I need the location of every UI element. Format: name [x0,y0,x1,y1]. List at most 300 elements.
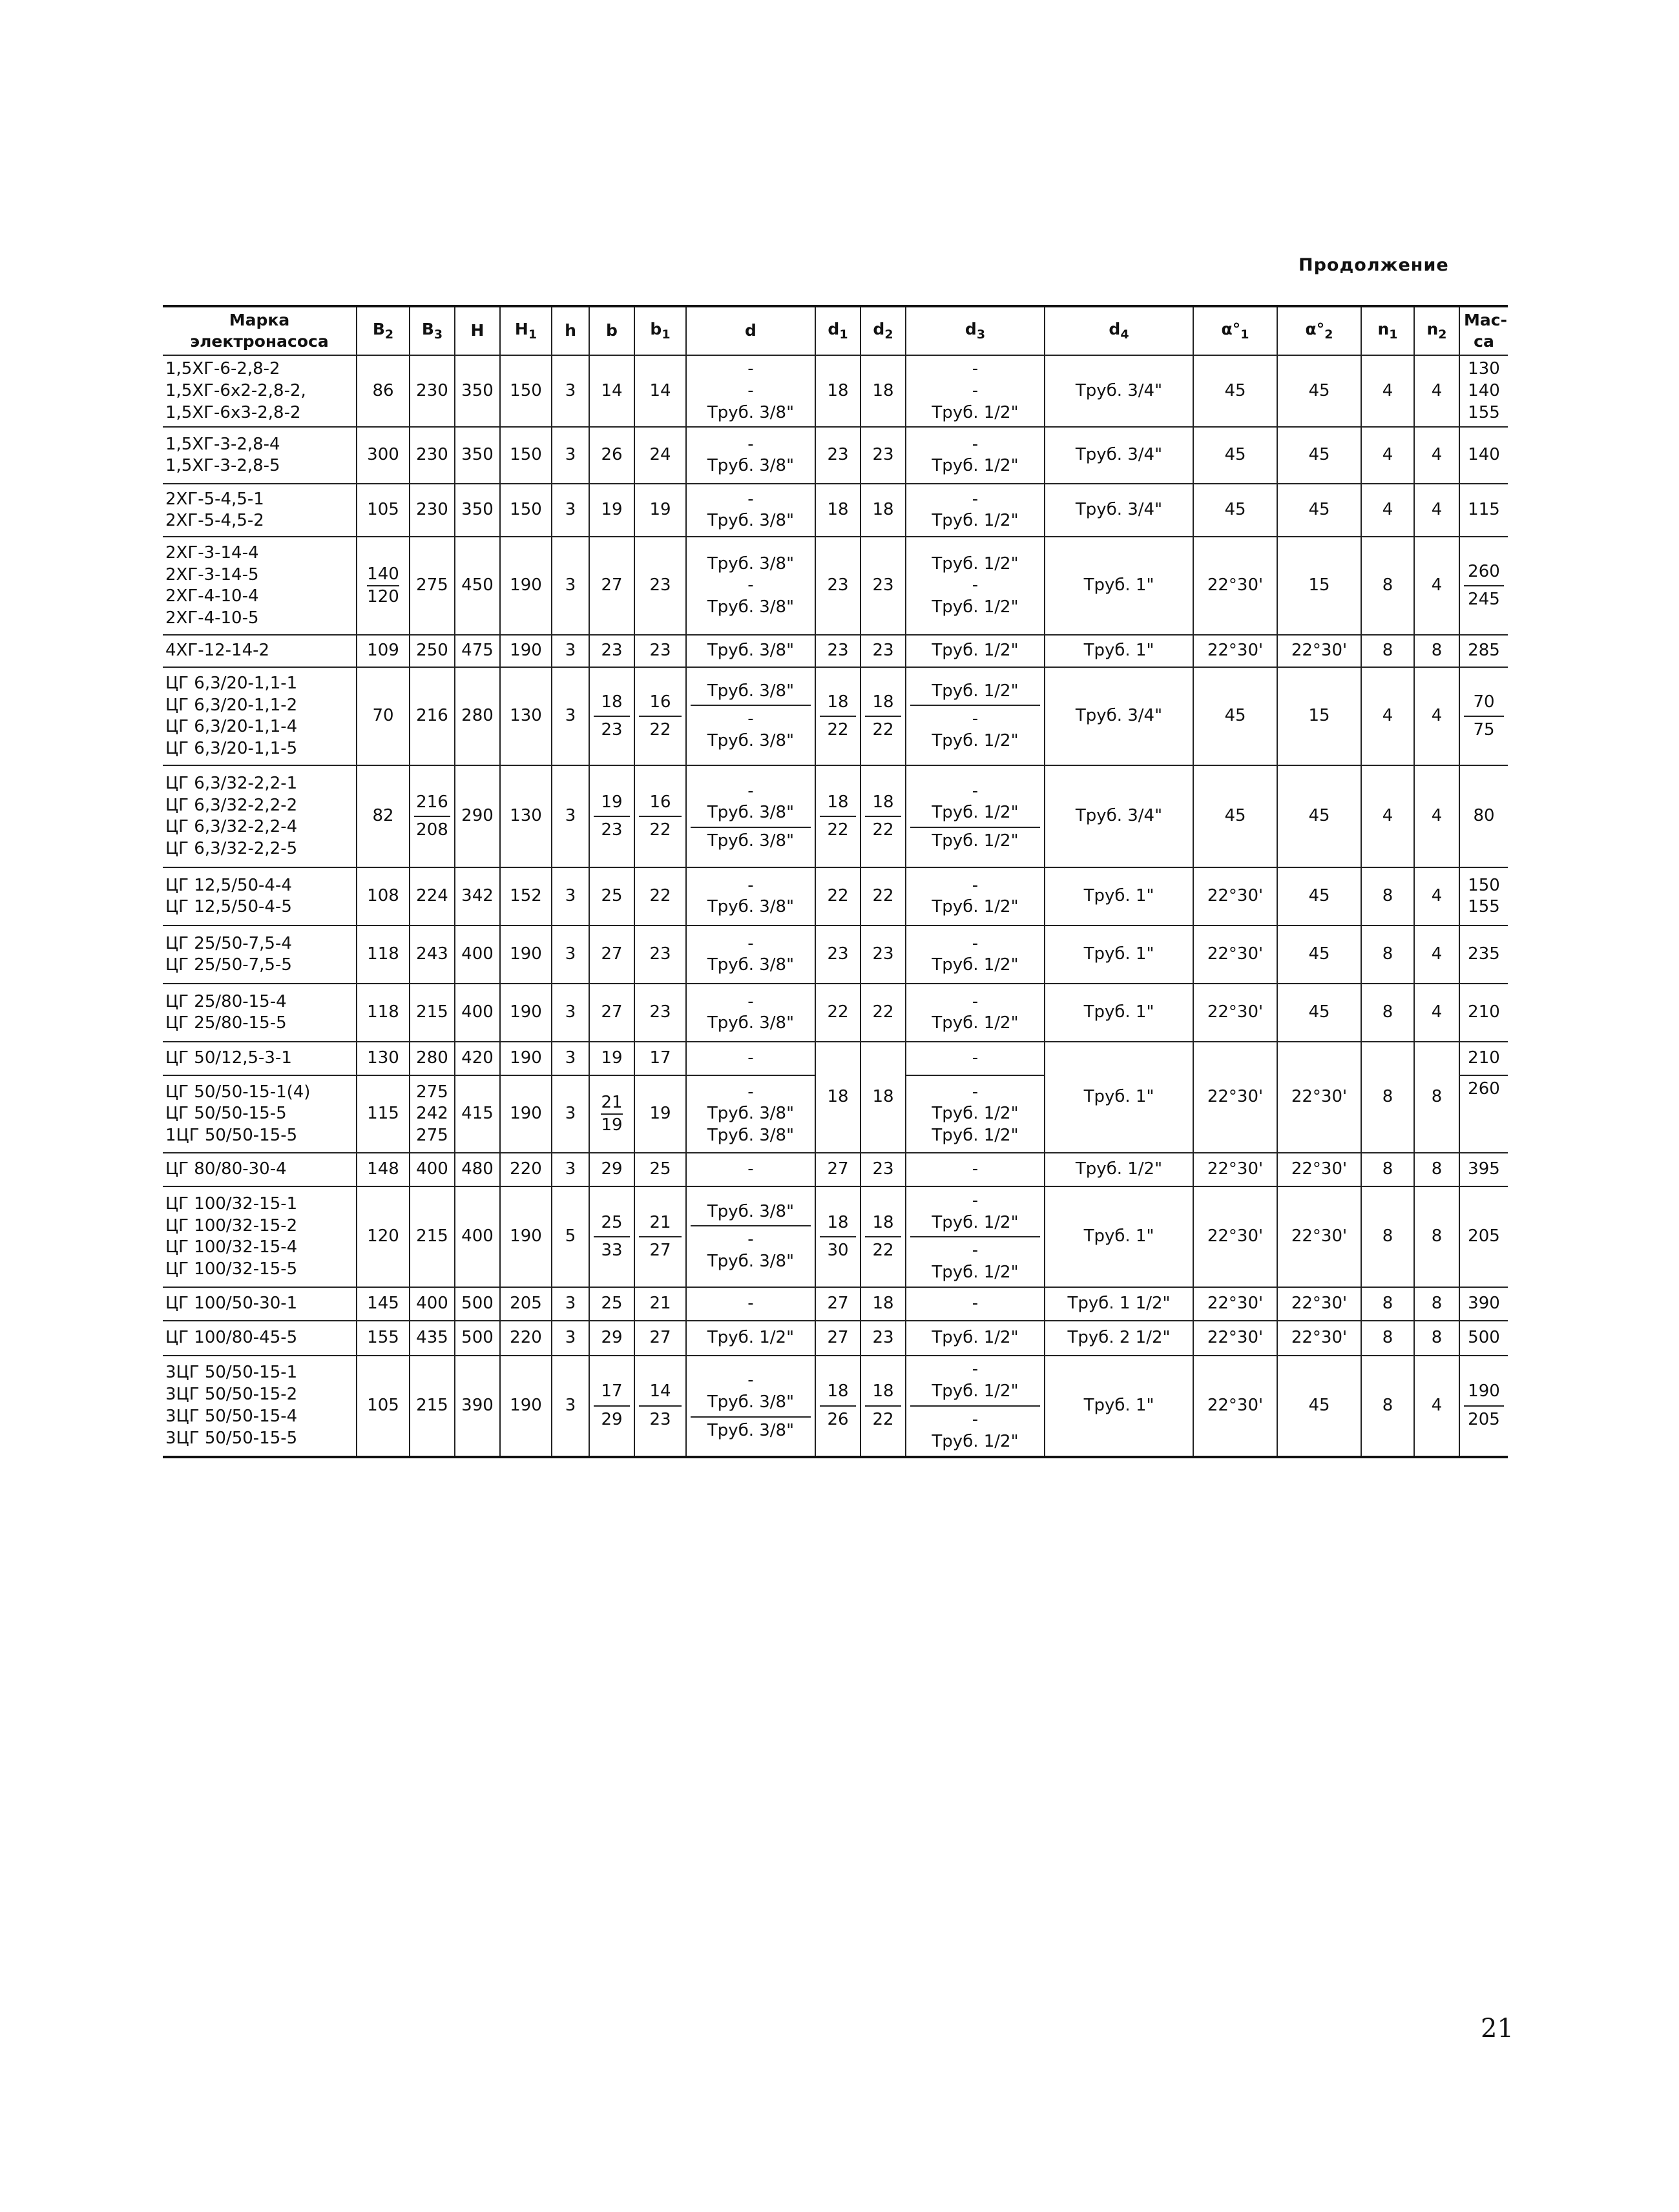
d4-cell: Труб. 1/2" [1045,1153,1193,1186]
h-small-cell: 3 [552,765,589,867]
b1-cell: 14 [634,355,686,427]
mass-cell: 190 205 [1459,1356,1508,1456]
alpha1-cell: 22°30' [1193,1321,1277,1356]
b1-cell: 16 22 [634,667,686,765]
mass-cell: 395 [1459,1153,1508,1186]
table-row [163,537,1508,635]
b1-cell: 17 [634,1042,686,1075]
h1-cell: 152 [500,867,552,925]
header-b1: $b_1$ [634,306,686,355]
d-cell: Труб. 1/2" [686,1321,815,1356]
d3-cell: - Труб. 1/2" [906,427,1045,484]
b-cell: 14 [589,355,634,427]
d3-cell: - Труб. 1/2" - Труб. 1/2" [906,1356,1045,1456]
alpha2-cell: 45 [1277,867,1361,925]
h1-cell: 190 [500,925,552,984]
b3-cell: 215 [410,984,455,1042]
h-small-cell: 3 [552,1321,589,1356]
d2-cell: 18 [860,484,906,537]
h1-cell: 190 [500,635,552,667]
table-row [163,484,1508,537]
table-row [163,355,1508,427]
model-cell: ЦГ 50/12,5-3-1 [163,1042,357,1075]
h1-cell: 205 [500,1287,552,1321]
b3-cell: 280 [410,1042,455,1075]
alpha1-cell: 45 [1193,355,1277,427]
b3-cell: 216 208 [410,765,455,867]
mass-cell: 70 75 [1459,667,1508,765]
model-cell: 2ХГ-5-4,5-1 2ХГ-5-4,5-2 [163,484,357,537]
mass-cell: 210 [1459,984,1508,1042]
alpha2-cell: 22°30' [1277,1321,1361,1356]
d4-cell: Труб. 3/4" [1045,355,1193,427]
d3-cell: Труб. 1/2" - Труб. 1/2" [906,537,1045,635]
alpha2-cell: 15 [1277,537,1361,635]
b2-cell: 105 [357,484,410,537]
b2-cell: 300 [357,427,410,484]
d1-cell: 18 30 [815,1186,860,1287]
n2-cell: 8 [1414,1186,1459,1287]
d-cell: - Труб. 3/8" [686,867,815,925]
b-cell: 25 [589,867,634,925]
h1-cell: 190 [500,1186,552,1287]
d4-cell: Труб. 2 1/2" [1045,1321,1193,1356]
model-cell: 4ХГ-12-14-2 [163,635,357,667]
d3-cell: - [906,1042,1045,1075]
h-small-cell: 3 [552,984,589,1042]
d1-cell: 27 [815,1153,860,1186]
alpha2-cell: 45 [1277,984,1361,1042]
header-b2: $B_2$ [357,306,410,355]
b3-cell: 243 [410,925,455,984]
header-n1: $n_1$ [1361,306,1414,355]
b1-cell: 19 [634,1075,686,1153]
n2-cell: 8 [1414,635,1459,667]
header-d4: $d_4$ [1045,306,1193,355]
d1-cell: 23 [815,427,860,484]
h-cell: 290 [455,765,500,867]
alpha2-cell: 22°30' [1277,1186,1361,1287]
b1-cell: 22 [634,867,686,925]
b2-cell: 86 [357,355,410,427]
n1-cell: 8 [1361,925,1414,984]
model-cell: ЦГ 80/80-30-4 [163,1153,357,1186]
d-cell: Труб. 3/8" - Труб. 3/8" [686,537,815,635]
n1-cell: 8 [1361,1153,1414,1186]
table-row [163,1287,1508,1321]
d3-cell: Труб. 1/2" - Труб. 1/2" [906,667,1045,765]
d2-cell: 22 [860,984,906,1042]
model-cell: ЦГ 6,3/20-1,1-1 ЦГ 6,3/20-1,1-2 ЦГ 6,3/20-1,1-4 ЦГ 6,3/20-1,1-5 [163,667,357,765]
h1-cell: 190 [500,537,552,635]
d2-cell: 23 [860,1321,906,1356]
model-cell: ЦГ 100/32-15-1 ЦГ 100/32-15-2 ЦГ 100/32-15-4 ЦГ 100/32-15-5 [163,1186,357,1287]
b3-cell: 230 [410,355,455,427]
h1-cell: 130 [500,667,552,765]
model-cell: 1,5ХГ-6-2,8-2 1,5ХГ-6х2-2,8-2, 1,5ХГ-6х3-2,8-2 [163,355,357,427]
b2-cell: 155 [357,1321,410,1356]
b3-cell: 400 [410,1287,455,1321]
b3-cell: 224 [410,867,455,925]
d2-cell: 18 22 [860,667,906,765]
alpha1-cell: 22°30' [1193,867,1277,925]
h-small-cell: 3 [552,635,589,667]
table-row [163,867,1508,925]
b2-cell: 70 [357,667,410,765]
header-alpha1: $\alpha^\circ_1$ [1193,306,1277,355]
n1-cell: 8 [1361,1042,1414,1153]
b1-cell: 16 22 [634,765,686,867]
model-cell: ЦГ 12,5/50-4-4 ЦГ 12,5/50-4-5 [163,867,357,925]
h-small-cell: 3 [552,667,589,765]
h-cell: 342 [455,867,500,925]
d-cell: - [686,1287,815,1321]
b-cell: 17 29 [589,1356,634,1456]
header-model: Марка электронасоса [163,306,357,355]
b1-cell: 23 [634,635,686,667]
alpha1-cell: 45 [1193,427,1277,484]
d1-cell: 18 [815,484,860,537]
d-cell: Труб. 3/8" [686,635,815,667]
b1-cell: 25 [634,1153,686,1186]
table-row [163,1186,1508,1287]
h1-cell: 190 [500,1356,552,1456]
n1-cell: 8 [1361,1356,1414,1456]
n2-cell: 4 [1414,984,1459,1042]
table-row [163,925,1508,984]
b2-cell: 118 [357,984,410,1042]
d4-cell: Труб. 1" [1045,925,1193,984]
d1-cell: 18 26 [815,1356,860,1456]
d4-cell: Труб. 1" [1045,635,1193,667]
d-cell: - Труб. 3/8" Труб. 3/8" [686,765,815,867]
n2-cell: 8 [1414,1153,1459,1186]
h-small-cell: 3 [552,355,589,427]
h1-cell: 220 [500,1153,552,1186]
header-d3: $d_3$ [906,306,1045,355]
d1-cell: 18 [815,1042,860,1153]
d-cell: - Труб. 3/8" [686,427,815,484]
d3-cell: Труб. 1/2" [906,635,1045,667]
d-cell: - Труб. 3/8" [686,925,815,984]
d-cell: - Труб. 3/8" [686,984,815,1042]
header-b: b [589,306,634,355]
h-cell: 415 [455,1075,500,1153]
continuation-label: Продолжение [1298,255,1449,275]
b1-cell: 24 [634,427,686,484]
n1-cell: 8 [1361,867,1414,925]
d1-cell: 27 [815,1321,860,1356]
d-cell: - [686,1153,815,1186]
header-alpha2: $\alpha^\circ_2$ [1277,306,1361,355]
b-cell: 19 23 [589,765,634,867]
b3-cell: 250 [410,635,455,667]
page-number: 21 [1481,2014,1514,2043]
table-row [163,1356,1508,1456]
table-row [163,1042,1508,1075]
alpha2-cell: 15 [1277,667,1361,765]
model-cell: 3ЦГ 50/50-15-1 3ЦГ 50/50-15-2 3ЦГ 50/50-15-4 3ЦГ 50/50-15-5 [163,1356,357,1456]
mass-cell: 115 [1459,484,1508,537]
n1-cell: 4 [1361,427,1414,484]
header-n2: $n_2$ [1414,306,1459,355]
b2-cell: 130 [357,1042,410,1075]
h-small-cell: 3 [552,484,589,537]
n1-cell: 8 [1361,635,1414,667]
alpha1-cell: 45 [1193,484,1277,537]
mass-cell: 210 [1459,1042,1508,1075]
b-cell: 19 [589,1042,634,1075]
header-b3: $B_3$ [410,306,455,355]
h-cell: 420 [455,1042,500,1075]
alpha1-cell: 22°30' [1193,635,1277,667]
d4-cell: Труб. 3/4" [1045,427,1193,484]
h-small-cell: 3 [552,537,589,635]
b-cell: $\frac{21}{19}$ [589,1075,634,1153]
n2-cell: 4 [1414,537,1459,635]
b-cell: 23 [589,635,634,667]
d2-cell: 23 [860,427,906,484]
h-cell: 500 [455,1287,500,1321]
h-cell: 450 [455,537,500,635]
n2-cell: 8 [1414,1287,1459,1321]
b2-cell: 145 [357,1287,410,1321]
h-small-cell: 3 [552,867,589,925]
b1-cell: 19 [634,484,686,537]
d1-cell: 23 [815,635,860,667]
b1-cell: 14 23 [634,1356,686,1456]
d-cell: - [686,1042,815,1075]
d3-cell: - - Труб. 1/2" [906,355,1045,427]
h-cell: 480 [455,1153,500,1186]
mass-cell: 150 155 [1459,867,1508,925]
b3-cell: 216 [410,667,455,765]
h-small-cell: 3 [552,1153,589,1186]
header-d: d [686,306,815,355]
mass-cell: 390 [1459,1287,1508,1321]
b3-cell: 275 [410,537,455,635]
h1-cell: 150 [500,484,552,537]
n1-cell: 8 [1361,1321,1414,1356]
d1-cell: 23 [815,537,860,635]
n1-cell: 8 [1361,1287,1414,1321]
b2-cell: 105 [357,1356,410,1456]
alpha2-cell: 45 [1277,427,1361,484]
d3-cell: - Труб. 1/2" [906,867,1045,925]
d2-cell: 23 [860,635,906,667]
alpha2-cell: 45 [1277,925,1361,984]
b-cell: 27 [589,984,634,1042]
mass-cell: 500 [1459,1321,1508,1356]
d-cell: - - Труб. 3/8" [686,355,815,427]
d4-cell: Труб. 3/4" [1045,667,1193,765]
table-row [163,1321,1508,1356]
d1-cell: 18 22 [815,765,860,867]
h-cell: 475 [455,635,500,667]
d-cell: - Труб. 3/8" [686,484,815,537]
d2-cell: 23 [860,1153,906,1186]
alpha1-cell: 22°30' [1193,1287,1277,1321]
d4-cell: Труб. 1" [1045,1042,1193,1153]
h-small-cell: 5 [552,1186,589,1287]
d3-cell: - Труб. 1/2" Труб. 1/2" [906,765,1045,867]
alpha1-cell: 22°30' [1193,537,1277,635]
header-h-small: h [552,306,589,355]
h-cell: 350 [455,355,500,427]
d4-cell: Труб. 3/4" [1045,765,1193,867]
d3-cell: - [906,1287,1045,1321]
b-cell: 18 23 [589,667,634,765]
d2-cell: 18 22 [860,765,906,867]
mass-cell: 80 [1459,765,1508,867]
b1-cell: 23 [634,925,686,984]
model-cell: ЦГ 50/50-15-1(4) ЦГ 50/50-15-5 1ЦГ 50/50-15-5 [163,1075,357,1153]
alpha1-cell: 22°30' [1193,925,1277,984]
h-cell: 350 [455,484,500,537]
d2-cell: 18 [860,355,906,427]
n1-cell: 8 [1361,1186,1414,1287]
d1-cell: 23 [815,925,860,984]
b-cell: 29 [589,1321,634,1356]
n2-cell: 4 [1414,765,1459,867]
b1-cell: 23 [634,537,686,635]
d-cell: Труб. 3/8" - Труб. 3/8" [686,1186,815,1287]
b2-cell: 82 [357,765,410,867]
b-cell: 27 [589,925,634,984]
d1-cell: 27 [815,1287,860,1321]
alpha2-cell: 45 [1277,484,1361,537]
b-cell: 27 [589,537,634,635]
table-row [163,765,1508,867]
b2-cell: 148 [357,1153,410,1186]
d4-cell: Труб. 1" [1045,867,1193,925]
alpha2-cell: 22°30' [1277,1287,1361,1321]
d2-cell: 18 [860,1287,906,1321]
b3-cell: 275 242 275 [410,1075,455,1153]
alpha2-cell: 45 [1277,1356,1361,1456]
h-cell: 400 [455,1186,500,1287]
n2-cell: 4 [1414,427,1459,484]
alpha1-cell: 22°30' [1193,1356,1277,1456]
alpha2-cell: 22°30' [1277,1153,1361,1186]
d4-cell: Труб. 1" [1045,1186,1193,1287]
model-cell: ЦГ 6,3/32-2,2-1 ЦГ 6,3/32-2,2-2 ЦГ 6,3/32-2,2-4 ЦГ 6,3/32-2,2-5 [163,765,357,867]
mass-cell: 130 140 155 [1459,355,1508,427]
d3-cell: - Труб. 1/2" [906,984,1045,1042]
b2-cell: 118 [357,925,410,984]
d3-cell: - Труб. 1/2" [906,925,1045,984]
alpha2-cell: 45 [1277,355,1361,427]
alpha2-cell: 22°30' [1277,635,1361,667]
d3-cell: - [906,1153,1045,1186]
b2-cell: 115 [357,1075,410,1153]
d3-cell: - Труб. 1/2" Труб. 1/2" [906,1075,1045,1153]
h-cell: 390 [455,1356,500,1456]
n1-cell: 4 [1361,484,1414,537]
d4-cell: Труб. 1" [1045,1356,1193,1456]
h1-cell: 150 [500,427,552,484]
alpha1-cell: 45 [1193,765,1277,867]
mass-cell: 260 [1459,1075,1508,1153]
d1-cell: 18 22 [815,667,860,765]
n1-cell: 8 [1361,984,1414,1042]
h-small-cell: 3 [552,1075,589,1153]
d-cell: - Труб. 3/8" Труб. 3/8" [686,1356,815,1456]
h-small-cell: 3 [552,1042,589,1075]
d-cell: - Труб. 3/8" Труб. 3/8" [686,1075,815,1153]
d-cell: Труб. 3/8" - Труб. 3/8" [686,667,815,765]
mass-cell: 285 [1459,635,1508,667]
h-small-cell: 3 [552,1356,589,1456]
alpha1-cell: 22°30' [1193,984,1277,1042]
b1-cell: 27 [634,1321,686,1356]
h-small-cell: 3 [552,925,589,984]
d3-cell: - Труб. 1/2" [906,484,1045,537]
b3-cell: 215 [410,1356,455,1456]
h1-cell: 220 [500,1321,552,1356]
d2-cell: 23 [860,925,906,984]
mass-cell: 205 [1459,1186,1508,1287]
d3-cell: Труб. 1/2" [906,1321,1045,1356]
d2-cell: 23 [860,537,906,635]
mass-cell: 235 [1459,925,1508,984]
table-row [163,667,1508,765]
b1-cell: 23 [634,984,686,1042]
d4-cell: Труб. 3/4" [1045,484,1193,537]
n2-cell: 4 [1414,355,1459,427]
h-small-cell: 3 [552,1287,589,1321]
b3-cell: 230 [410,484,455,537]
alpha2-cell: 22°30' [1277,1042,1361,1153]
h1-cell: 130 [500,765,552,867]
h-cell: 280 [455,667,500,765]
h-cell: 400 [455,925,500,984]
alpha1-cell: 22°30' [1193,1153,1277,1186]
d1-cell: 18 [815,355,860,427]
b3-cell: 230 [410,427,455,484]
d3-cell: - Труб. 1/2" - Труб. 1/2" [906,1186,1045,1287]
b-cell: 26 [589,427,634,484]
b2-cell: 109 [357,635,410,667]
b-cell: 25 [589,1287,634,1321]
alpha1-cell: 45 [1193,667,1277,765]
b3-cell: 215 [410,1186,455,1287]
model-cell: ЦГ 25/80-15-4 ЦГ 25/80-15-5 [163,984,357,1042]
alpha1-cell: 22°30' [1193,1186,1277,1287]
mass-cell: 140 [1459,427,1508,484]
header-d2: $d_2$ [860,306,906,355]
mass-cell: 260 245 [1459,537,1508,635]
n2-cell: 4 [1414,1356,1459,1456]
d4-cell: Труб. 1" [1045,537,1193,635]
h1-cell: 190 [500,984,552,1042]
d1-cell: 22 [815,984,860,1042]
model-cell: ЦГ 100/80-45-5 [163,1321,357,1356]
table-row [163,427,1508,484]
n2-cell: 4 [1414,484,1459,537]
alpha1-cell: 22°30' [1193,1042,1277,1153]
model-cell: ЦГ 25/50-7,5-4 ЦГ 25/50-7,5-5 [163,925,357,984]
header-row [163,306,1508,355]
b-cell: 29 [589,1153,634,1186]
d2-cell: 18 22 [860,1356,906,1456]
model-cell: ЦГ 100/50-30-1 [163,1287,357,1321]
b1-cell: 21 [634,1287,686,1321]
d2-cell: 18 [860,1042,906,1153]
d4-cell: Труб. 1 1/2" [1045,1287,1193,1321]
header-h: H [455,306,500,355]
model-cell: 2ХГ-3-14-4 2ХГ-3-14-5 2ХГ-4-10-4 2ХГ-4-10-5 [163,537,357,635]
